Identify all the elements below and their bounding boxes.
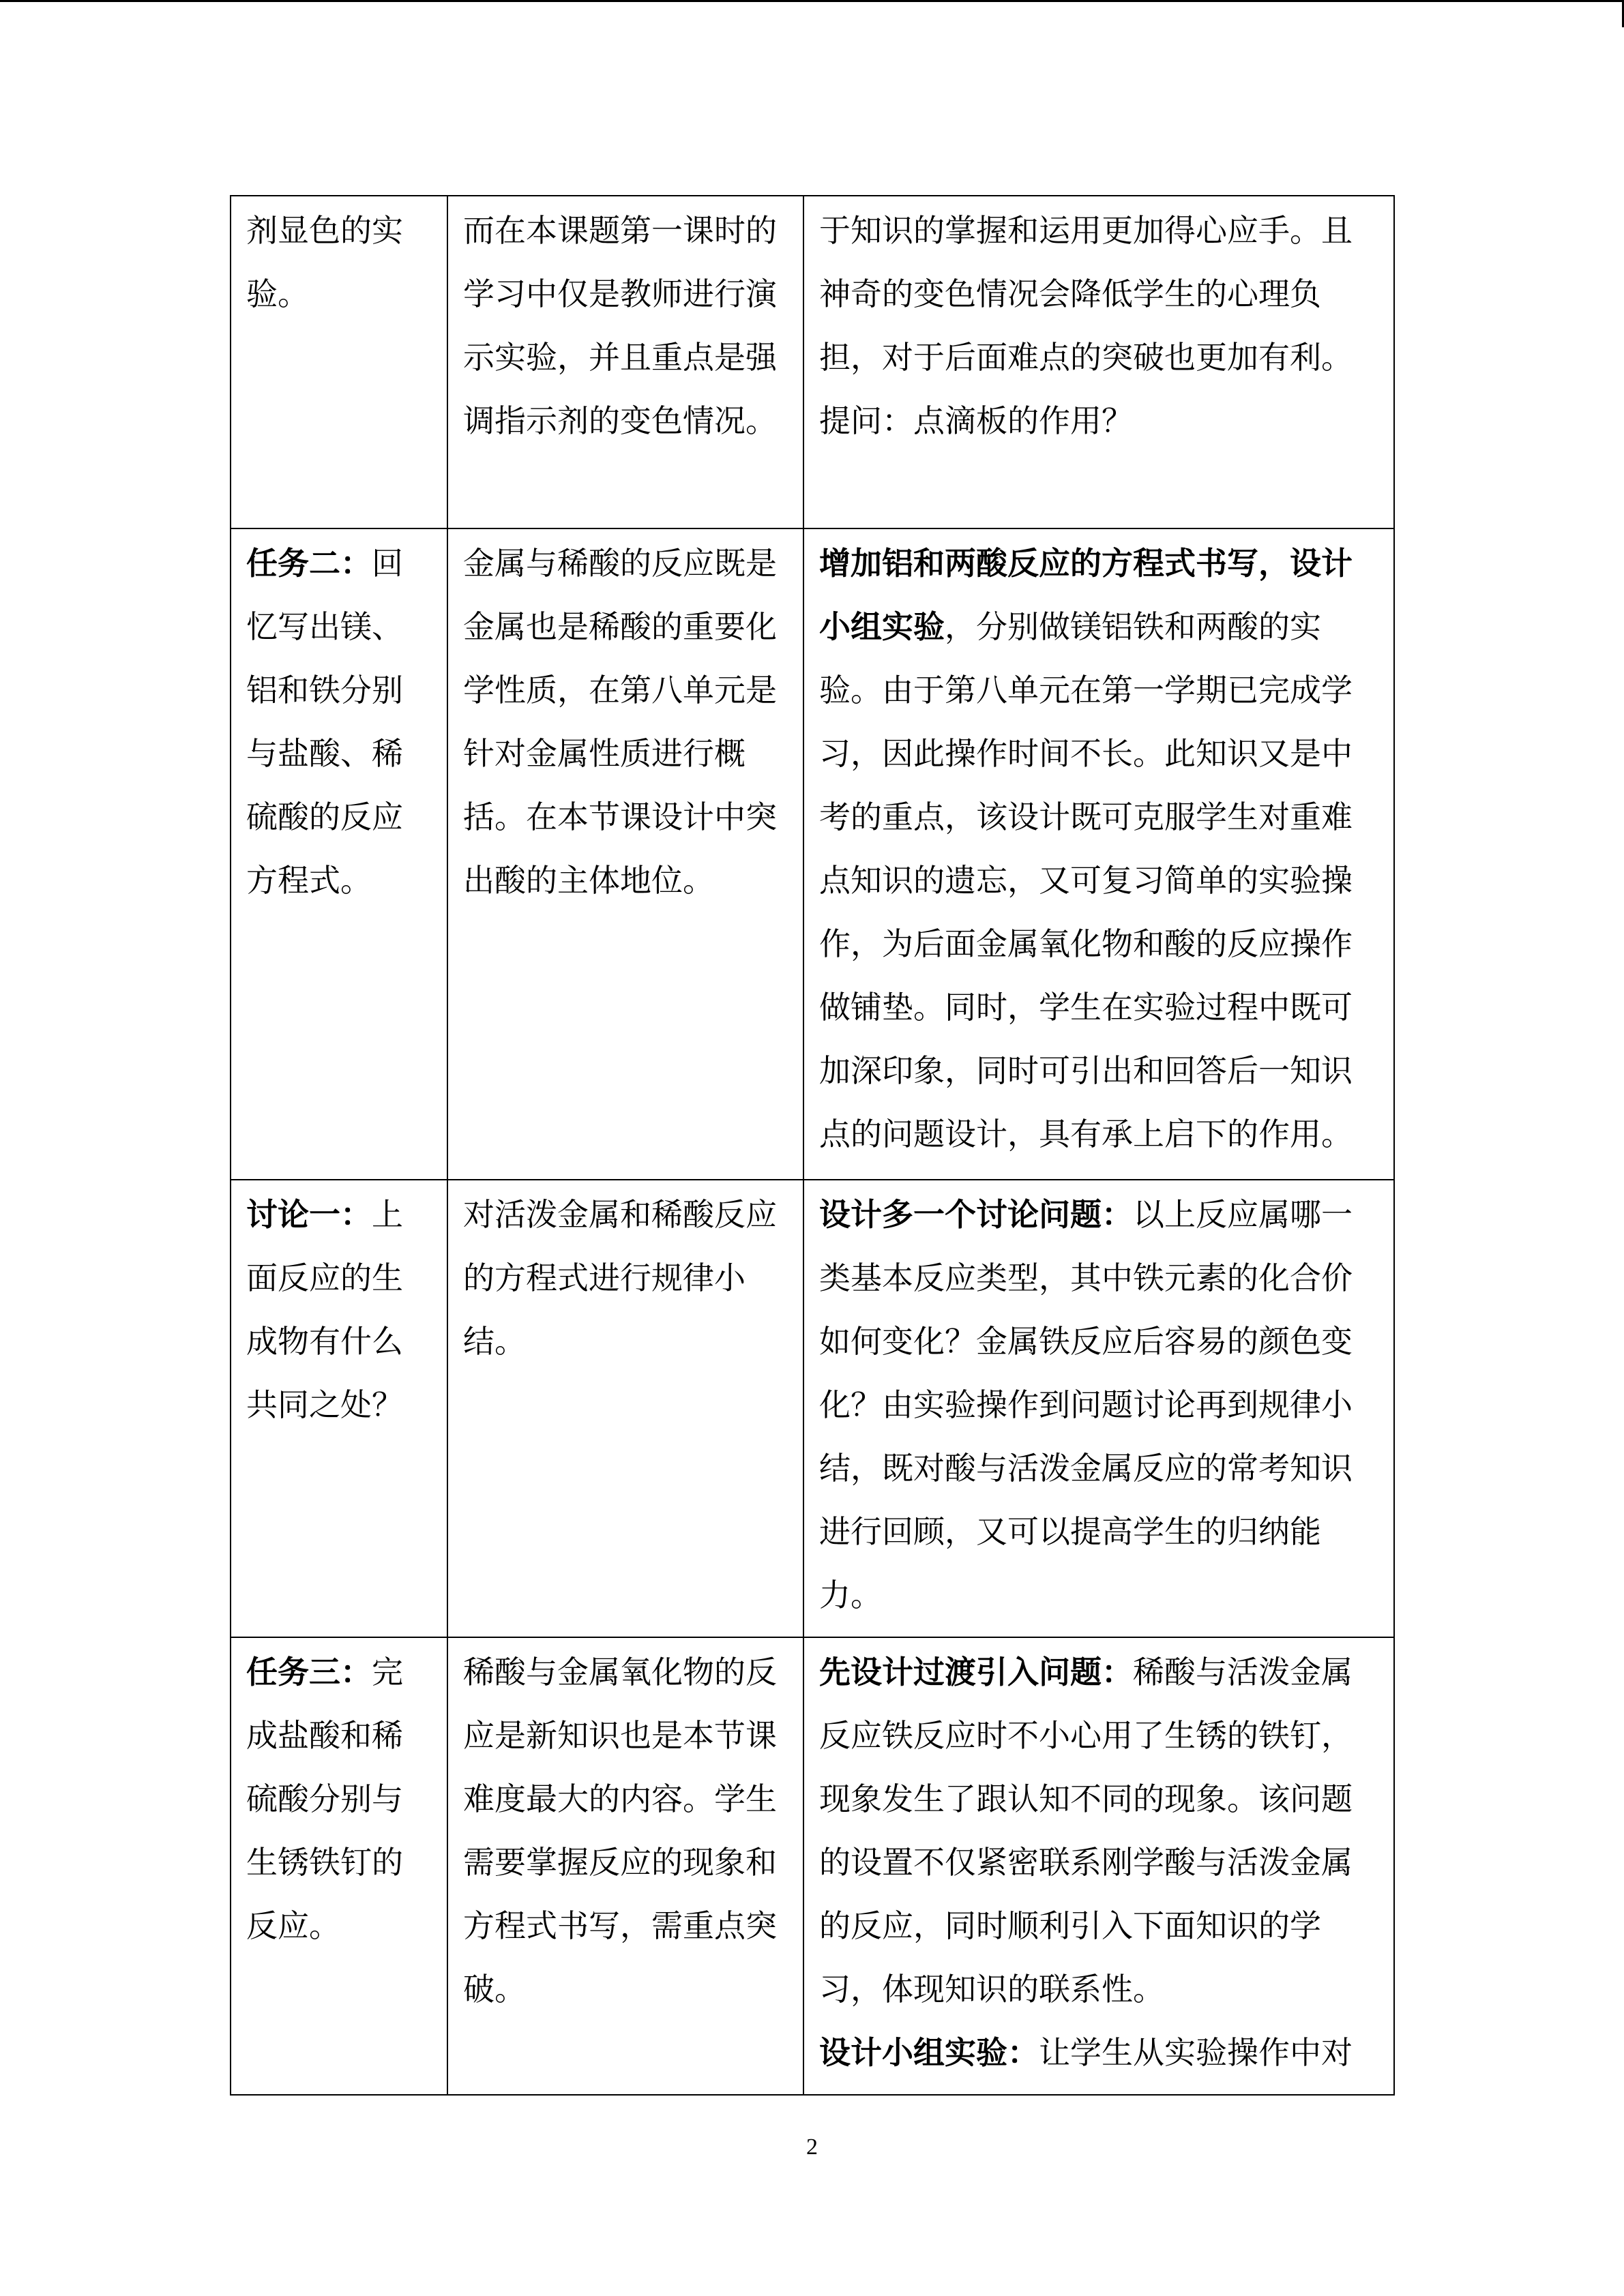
task-text: 完成盐酸和稀硫酸分别与生锈铁钉的反应。	[246, 1654, 403, 1944]
design-cell	[803, 1637, 1394, 2095]
design-cell	[803, 528, 1394, 1180]
design-cell	[803, 196, 1394, 528]
analysis-cell: 稀酸与金属氧化物的反应是新知识也是本节课难度最大的内容。学生需要掌握反应的现象和方程式书写，需重点突破。	[447, 1637, 803, 2095]
table-row	[231, 1180, 1394, 1637]
design-paragraph	[819, 2021, 1380, 2085]
design-text: ，分别做镁铝铁和两酸的实验。由于第八单元在第一学期已完成学习，因此操作时间不长。此知识又是中考的重点，该设计既可克服学生对重难点知识的遗忘，又可复习简单的实验操作，为后面金属氧化物和酸的反应操作做铺垫。同时，学生在实验过程中既可加深印象，同时可引出和回答后一知识点的问题设计，具有承上启下的作用。	[819, 608, 1353, 1152]
task-cell	[231, 528, 447, 1180]
task-label: 任务三：	[246, 1654, 372, 1690]
design-highlight: 设计小组实验：	[819, 2034, 1039, 2071]
task-label: 讨论一：	[246, 1196, 372, 1233]
analysis-cell: 对活泼金属和稀酸反应的方程式进行规律小结。	[447, 1180, 803, 1637]
task-text: 剂显色的实验。	[246, 212, 403, 312]
table-row	[231, 1637, 1394, 2095]
design-text: 稀酸与活泼金属反应铁反应时不小心用了生锈的铁钉，现象发生了跟认知不同的现象。该问题的设置不仅紧密联系刚学酸与活泼金属的反应，同时顺利引入下面知识的学习，体现知识的联系性。	[819, 1654, 1353, 2008]
table-row	[231, 196, 1394, 528]
task-text: 上面反应的生成物有什么共同之处？	[246, 1196, 403, 1423]
task-cell	[231, 196, 447, 528]
design-cell	[803, 1180, 1394, 1637]
design-paragraph	[819, 532, 1380, 1166]
task-cell	[231, 1637, 447, 2095]
task-text: 回忆写出镁、铝和铁分别与盐酸、稀硫酸的反应方程式。	[246, 545, 403, 899]
analysis-cell: 金属与稀酸的反应既是金属也是稀酸的重要化学性质，在第八单元是针对金属性质进行概括。在本节课设计中突出酸的主体地位。	[447, 528, 803, 1180]
page-top-edge	[0, 0, 1624, 2]
design-paragraph	[819, 199, 1380, 453]
analysis-cell: 而在本课题第一课时的学习中仅是教师进行演示实验，并且重点是强调指示剂的变色情况。	[447, 196, 803, 528]
design-paragraph	[819, 1641, 1380, 2021]
design-highlight: 设计多一个讨论问题：	[819, 1196, 1133, 1233]
design-highlight: 增加铝和两酸反应的方程式书写，设计小组实验	[819, 545, 1353, 645]
design-paragraph	[819, 1183, 1380, 1627]
task-label: 任务二：	[246, 545, 372, 582]
task-cell	[231, 1180, 447, 1637]
lesson-design-table	[230, 195, 1395, 2096]
design-highlight: 先设计过渡引入问题：	[819, 1654, 1133, 1690]
design-text: 让学生从实验操作中对	[1039, 2034, 1353, 2071]
design-text: 于知识的掌握和运用更加得心应手。且神奇的变色情况会降低学生的心理负担，对于后面难点的突破也更加有利。提问：点滴板的作用？	[819, 212, 1353, 439]
table-row	[231, 528, 1394, 1180]
page-number: 2	[806, 2134, 818, 2160]
design-text: 以上反应属哪一类基本反应类型，其中铁元素的化合价如何变化？金属铁反应后容易的颜色变化？由实验操作到问题讨论再到规律小结，既对酸与活泼金属反应的常考知识进行回顾，又可以提高学生的归纳能力。	[819, 1196, 1353, 1613]
